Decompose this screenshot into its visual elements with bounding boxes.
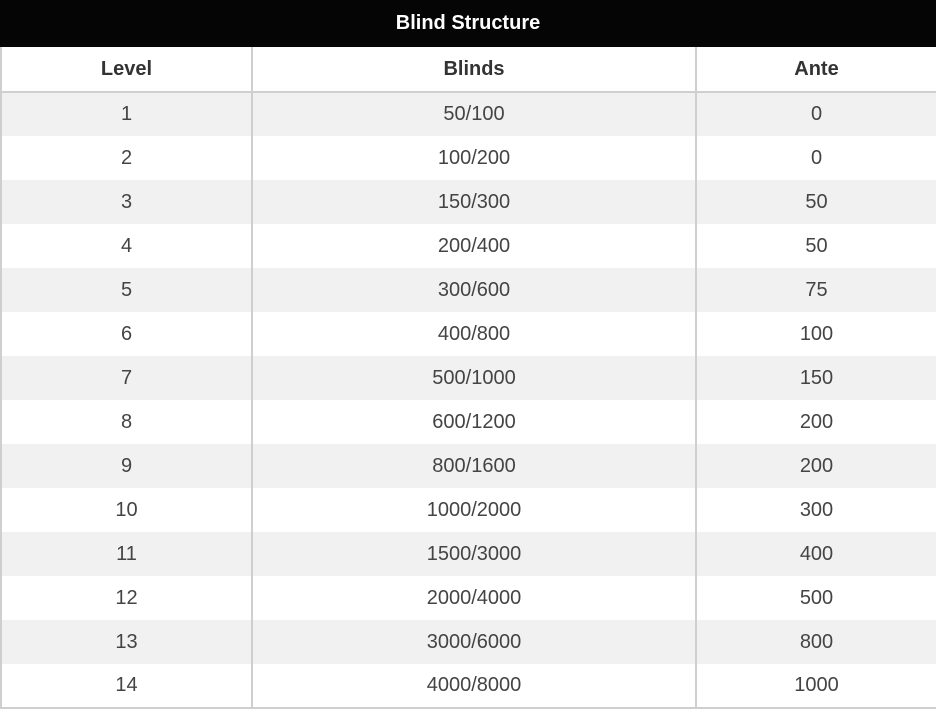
cell-level: 7 xyxy=(1,356,252,400)
cell-ante: 200 xyxy=(696,400,936,444)
cell-ante: 75 xyxy=(696,268,936,312)
table-row xyxy=(1,620,936,664)
cell-level: 8 xyxy=(1,400,252,444)
cell-level: 2 xyxy=(1,136,252,180)
cell-ante: 200 xyxy=(696,444,936,488)
cell-level: 14 xyxy=(1,664,252,708)
table-row xyxy=(1,312,936,356)
cell-ante: 50 xyxy=(696,180,936,224)
table-row xyxy=(1,180,936,224)
cell-blinds: 1500/3000 xyxy=(252,532,696,576)
cell-level: 9 xyxy=(1,444,252,488)
cell-blinds: 100/200 xyxy=(252,136,696,180)
table-row xyxy=(1,136,936,180)
cell-ante: 500 xyxy=(696,576,936,620)
table-row xyxy=(1,664,936,708)
table-row xyxy=(1,576,936,620)
table-row xyxy=(1,532,936,576)
table-row xyxy=(1,224,936,268)
cell-level: 13 xyxy=(1,620,252,664)
cell-ante: 0 xyxy=(696,136,936,180)
cell-level: 4 xyxy=(1,224,252,268)
cell-ante: 100 xyxy=(696,312,936,356)
cell-level: 1 xyxy=(1,92,252,136)
table-row xyxy=(1,268,936,312)
table-row xyxy=(1,400,936,444)
table-row xyxy=(1,488,936,532)
cell-blinds: 300/600 xyxy=(252,268,696,312)
cell-ante: 0 xyxy=(696,92,936,136)
cell-level: 3 xyxy=(1,180,252,224)
table-row xyxy=(1,356,936,400)
cell-ante: 800 xyxy=(696,620,936,664)
cell-ante: 300 xyxy=(696,488,936,532)
cell-ante: 1000 xyxy=(696,664,936,708)
cell-level: 10 xyxy=(1,488,252,532)
cell-blinds: 4000/8000 xyxy=(252,664,696,708)
header-level: Level xyxy=(1,47,252,92)
cell-level: 12 xyxy=(1,576,252,620)
cell-blinds: 500/1000 xyxy=(252,356,696,400)
cell-level: 5 xyxy=(1,268,252,312)
cell-blinds: 150/300 xyxy=(252,180,696,224)
cell-blinds: 400/800 xyxy=(252,312,696,356)
table-row xyxy=(1,444,936,488)
cell-ante: 50 xyxy=(696,224,936,268)
cell-blinds: 200/400 xyxy=(252,224,696,268)
table-header-row xyxy=(1,47,936,92)
header-blinds: Blinds xyxy=(252,47,696,92)
cell-level: 11 xyxy=(1,532,252,576)
cell-blinds: 800/1600 xyxy=(252,444,696,488)
cell-blinds: 600/1200 xyxy=(252,400,696,444)
cell-blinds: 3000/6000 xyxy=(252,620,696,664)
cell-blinds: 1000/2000 xyxy=(252,488,696,532)
table-title: Blind Structure xyxy=(0,0,936,47)
cell-blinds: 2000/4000 xyxy=(252,576,696,620)
table-row xyxy=(1,92,936,136)
blind-structure-table xyxy=(0,47,936,709)
header-ante: Ante xyxy=(696,47,936,92)
cell-ante: 400 xyxy=(696,532,936,576)
cell-level: 6 xyxy=(1,312,252,356)
cell-ante: 150 xyxy=(696,356,936,400)
cell-blinds: 50/100 xyxy=(252,92,696,136)
